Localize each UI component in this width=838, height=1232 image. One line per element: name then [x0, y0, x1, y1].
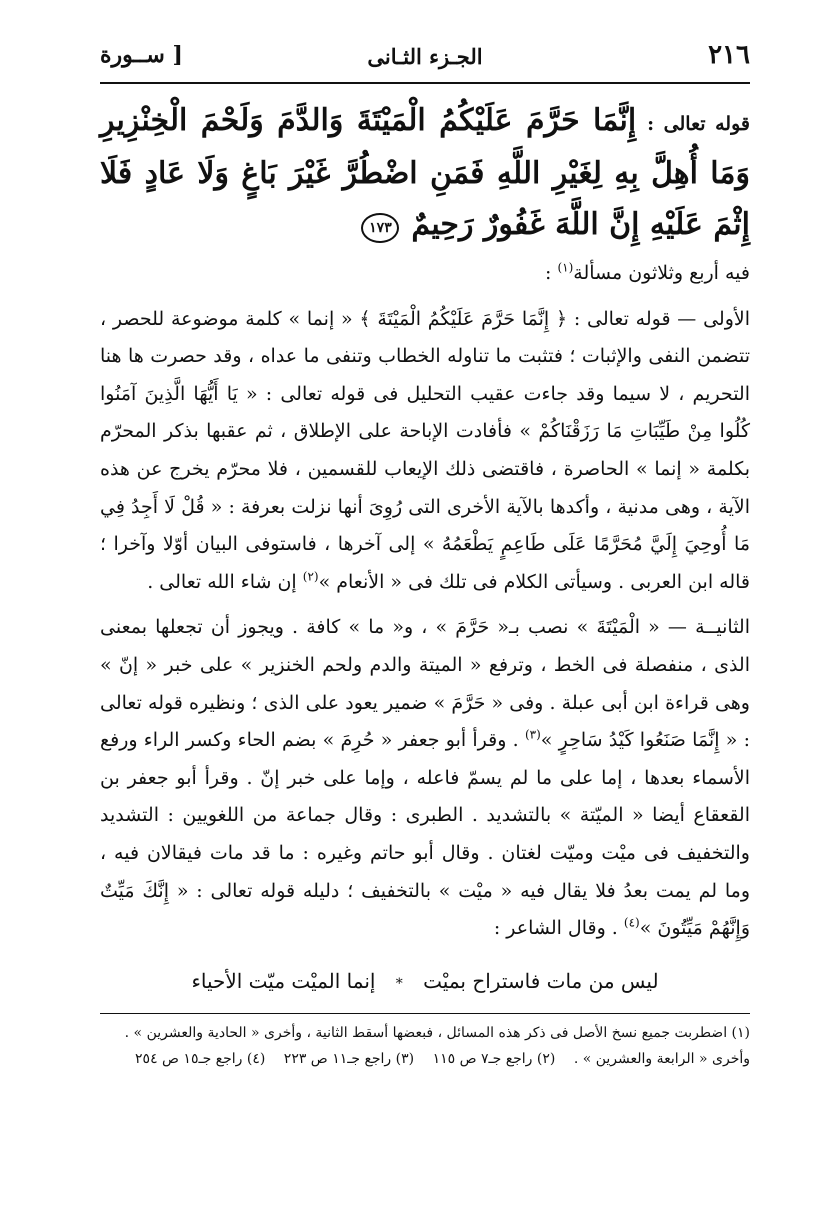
quran-verse: إِنَّمَا حَرَّمَ عَلَيْكُمُ الْمَيْتَةَ وَالدَّمَ وَلَحْمَ الْخِنْزِيرِ وَمَا أُهِلَّ بِهِ لِغَيْرِ اللَّهِ فَمَنِ اضْطُرَّ غَيْرَ بَاغٍ وَلَا عَادٍ فَلَا إِثْمَ عَلَيْهِ إِنَّ اللَّهَ غَفُورٌ رَحِيمٌ — [100, 103, 750, 242]
poem-intro-text: . وقال الشاعر : — [493, 917, 618, 940]
poem-hemistich-1: ليس من مات فاستراح بميْت — [423, 968, 659, 993]
issue-first-text: الأولى — قوله تعالى : ﴿ إِنَّمَا حَرَّمَ عَلَيْكُمُ الْمَيْتَةَ ﴾ « إنما » كلمة موضوعة للحصر ، تتضمن النفى والإثبات ؛ فتثبت ما تناوله الخطاب وتنفى ما عداه ، وقد حصرت ها هنا التحريم ، لا سيما وقد جاءت عقيب التحليل فى قوله تعالى : « يَا أَيُّهَا الَّذِينَ آمَنُوا كُلُوا مِنْ طَيِّبَاتِ مَا رَزَقْنَاكُمْ » فأفادت الإباحة على الإطلاق ، ثم عقبها بذكر المحرّم بكلمة « إنما » الحاصرة ، فاقتضى ذلك الإيعاب للقسمين ، فلا محرّم يخرج عن هذه الآية ، وهى مدنية ، وأكدها بالآية الأخرى التى رُوِىَ أنها نزلت بعرفة : « قُلْ لَا أَجِدُ فِي مَا أُوحِيَ إِلَيَّ مُحَرَّمًا عَلَى طَاعِمٍ يَطْعَمُهُ » إلى آخرها ، فاستوفى البيان أوّلا وآخرا ؛ قاله ابن العربى . وسيأتى الكلام فى تلك فى « الأنعام » — [100, 307, 750, 593]
verse-number-marker: ١٧٣ — [361, 213, 399, 243]
footnote-item: (٢) راجع جـ٧ ص ١١٥ — [432, 1050, 556, 1067]
poem-separator: * — [395, 975, 403, 992]
issue-second-paragraph — [100, 609, 750, 947]
issue-second-tail: . وقرأ أبو جعفر « حُرِمَ » بضم الحاء وكسر الراء ورفع الأسماء بعدها ، إما على ما لم يسمّ فاعله ، وإما على خبر إنّ . وقرأ أبو جعفر بن القعقاع أيضا « الميّتة » بالتشديد . الطبرى : وقال جماعة من اللغويين : التشديد والتخفيف فى ميْت وميّت لغتان . وقال أبو حاتم وغيره : ما قد مات فيقالان فيه ، وما لم يمت بعدُ فلا يقال فيه « ميْت » بالتخفيف ؛ دليله قوله تعالى : « إِنَّكَ مَيِّتٌ وَإِنَّهُمْ مَيِّتُونَ » — [100, 729, 750, 940]
footnote-item: (٣) راجع جـ١١ ص ٢٢٣ — [283, 1050, 415, 1067]
page-header — [100, 38, 750, 84]
page-content — [100, 96, 750, 1072]
running-title: الجـزء الثـانى — [367, 44, 483, 69]
page-number: ٢١٦ — [708, 40, 750, 70]
verse-intro: قوله تعالى : — [647, 113, 750, 135]
issue-second-text: الثانيــة — « الْمَيْتَةَ » نصب بـ« حَرَّمَ » ، و« ما » كافة . ويجوز أن تجعلها بمعنى الذى ، منفصلة فى الخط ، وترفع « الميتة والدم ولحم الخنزير » على خبر « إنّ » وهى قراءة ابن أبى عبلة . وفى « حَرَّمَ » ضمير يعود على الذى ؛ ونظيره قوله تعالى : « إِنَّمَا صَنَعُوا كَيْدُ سَاحِرٍ » — [100, 616, 750, 752]
footnote-ref-4: (٤) — [623, 915, 640, 930]
issues-intro — [100, 255, 750, 293]
footnote-line-1: (١) اضطربت جميع نسخ الأصل فى ذكر هذه المسائل ، فبعضها أسقط الثانية ، وأخرى « الحادية والعشرين » . — [124, 1024, 750, 1041]
footnote-item: وأخرى « الرابعة والعشرين » . — [573, 1050, 750, 1067]
issues-intro-text: فيه أربع وثلاثون مسألة — [573, 262, 750, 284]
issues-intro-colon: : — [544, 262, 552, 284]
issue-first-tail: إن شاء الله تعالى . — [147, 570, 297, 593]
footnotes — [100, 1013, 750, 1072]
issue-first-paragraph — [100, 301, 750, 602]
footnote-ref-1: (١) — [557, 260, 574, 275]
footnote-item: (٤) راجع جـ١٥ ص ٢٥٤ — [135, 1050, 266, 1067]
footnote-ref-3: (٣) — [524, 727, 541, 742]
verse-block — [100, 96, 750, 251]
footnote-ref-2: (٢) — [302, 569, 319, 584]
footnote-line-2 — [100, 1046, 750, 1072]
surah-label: [ ســورة — [100, 42, 183, 68]
poem-hemistich-2: إنما الميْت ميّت الأحياء — [191, 968, 376, 993]
poem-verse — [100, 964, 750, 1001]
